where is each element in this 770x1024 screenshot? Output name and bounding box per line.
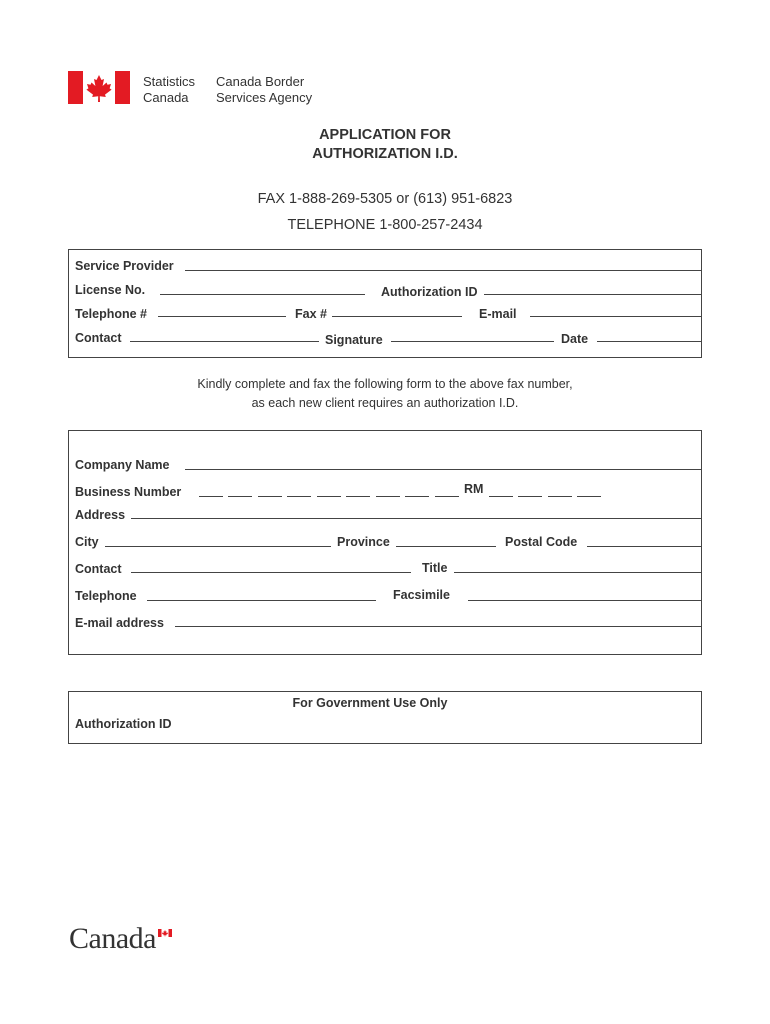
client-telephone-label: Telephone	[75, 589, 137, 603]
form-title-line1: APPLICATION FOR	[319, 127, 451, 143]
form-title	[0, 126, 770, 164]
fax-numbers: FAX 1-888-269-5305 or (613) 951-6823	[257, 191, 513, 207]
business-number-label: Business Number	[75, 485, 182, 499]
business-number-digit[interactable]	[258, 496, 282, 497]
rm-digit[interactable]	[489, 496, 513, 497]
government-use-heading: For Government Use Only	[292, 696, 448, 710]
canada-flag-icon	[68, 71, 130, 104]
business-number-digit[interactable]	[376, 496, 400, 497]
instructions-line1: Kindly complete and fax the following form to the above fax number,	[197, 377, 573, 391]
fax-label: Fax #	[295, 307, 327, 321]
signature-label: Signature	[325, 333, 383, 347]
email-address-label: E-mail address	[75, 616, 164, 630]
authorization-id-field[interactable]	[484, 294, 701, 295]
instructions-line2: as each new client requires an authorization I.D.	[251, 396, 519, 410]
rm-label: RM	[464, 482, 484, 496]
statistics-canada-name: Statistics Canada	[143, 74, 196, 105]
service-provider-field[interactable]	[185, 270, 701, 271]
business-number-digit[interactable]	[435, 496, 459, 497]
telephone-field[interactable]	[158, 316, 286, 317]
postal-code-label: Postal Code	[505, 535, 578, 549]
cbsa-name: Canada Border Services Agency	[216, 74, 313, 105]
facsimile-field[interactable]	[468, 600, 701, 601]
contact-label: Contact	[75, 331, 122, 345]
wordmark-flag-icon	[158, 929, 172, 937]
email-address-field[interactable]	[175, 626, 701, 627]
form-title-line2: AUTHORIZATION I.D.	[312, 146, 458, 162]
company-name-field[interactable]	[185, 469, 701, 470]
rm-digit[interactable]	[548, 496, 572, 497]
client-telephone-field[interactable]	[147, 600, 376, 601]
business-number-digit[interactable]	[346, 496, 370, 497]
authorization-id-label: Authorization ID	[381, 285, 478, 299]
business-number-digit[interactable]	[287, 496, 311, 497]
license-no-field[interactable]	[160, 294, 365, 295]
postal-code-field[interactable]	[587, 546, 701, 547]
gov-authorization-id-label: Authorization ID	[75, 717, 172, 731]
business-number-digit[interactable]	[405, 496, 429, 497]
address-field[interactable]	[131, 518, 701, 519]
contact-field[interactable]	[130, 341, 319, 342]
business-number-digit[interactable]	[199, 496, 223, 497]
instructions	[0, 375, 770, 413]
email-label: E-mail	[479, 307, 517, 321]
client-contact-field[interactable]	[131, 572, 411, 573]
company-name-label: Company Name	[75, 458, 170, 472]
business-number-digit[interactable]	[317, 496, 341, 497]
title-label: Title	[422, 561, 448, 575]
city-label: City	[75, 535, 99, 549]
province-label: Province	[337, 535, 390, 549]
rm-digit[interactable]	[577, 496, 601, 497]
license-no-label: License No.	[75, 283, 146, 297]
email-field[interactable]	[530, 316, 701, 317]
client-contact-label: Contact	[75, 562, 122, 576]
title-field[interactable]	[454, 572, 701, 573]
canada-wordmark: Canada	[69, 922, 156, 955]
business-number-digit[interactable]	[228, 496, 252, 497]
fax-field[interactable]	[332, 316, 462, 317]
facsimile-label: Facsimile	[393, 588, 450, 602]
date-field[interactable]	[597, 341, 701, 342]
city-field[interactable]	[105, 546, 331, 547]
province-field[interactable]	[396, 546, 496, 547]
telephone-label: Telephone #	[75, 307, 148, 321]
telephone-number: TELEPHONE 1-800-257-2434	[287, 217, 483, 233]
date-label: Date	[561, 332, 589, 346]
signature-field[interactable]	[391, 341, 554, 342]
rm-digit[interactable]	[518, 496, 542, 497]
service-provider-label: Service Provider	[75, 259, 174, 273]
address-label: Address	[75, 508, 126, 522]
